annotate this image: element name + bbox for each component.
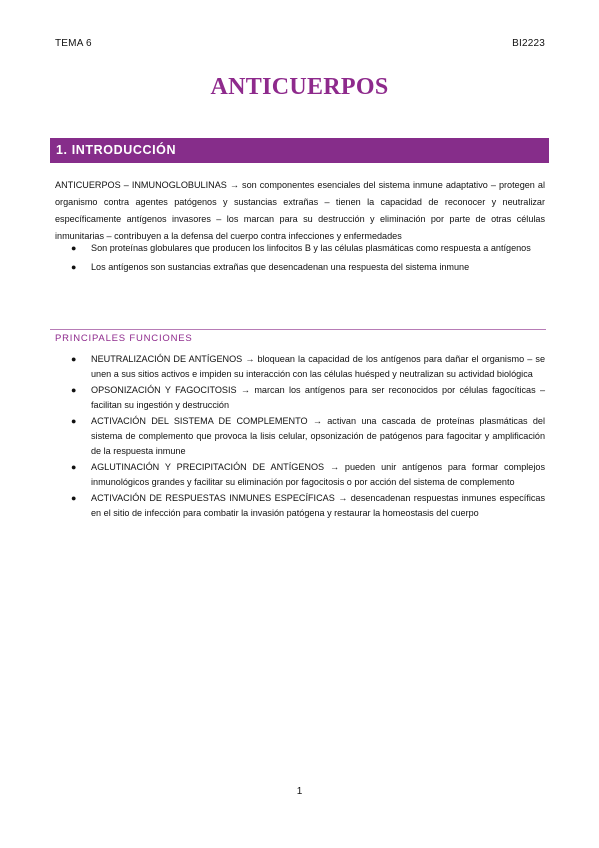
functions-bullet-list [55, 352, 545, 522]
list-item [55, 460, 545, 490]
list-item-text: Los antígenos son sustancias extrañas que desencadenan una respuesta del sistema inmune [91, 262, 470, 272]
list-item-text: AGLUTINACIÓN Y PRECIPITACIÓN DE ANTÍGENOS → pueden unir antígenos para formar complejos inmunológicos grandes y facilitar su eliminación por fagocitosis o por acción del sistema de complemento [91, 462, 545, 487]
list-item [55, 241, 545, 256]
bullet-icon: ● [71, 385, 77, 395]
bullet-icon: ● [71, 243, 77, 253]
page-number: 1 [296, 786, 303, 797]
bullet-icon: ● [71, 354, 77, 364]
list-item [55, 352, 545, 382]
intro-bullet-list [55, 241, 545, 279]
list-item [55, 491, 545, 521]
list-item-text: Son proteínas globulares que producen los linfocitos B y las células plasmáticas como respuesta a antígenos [91, 243, 531, 253]
subheading-divider [50, 329, 546, 330]
bullet-icon: ● [71, 493, 77, 503]
list-item [55, 383, 545, 413]
header-course-code: BI2223 [512, 38, 545, 49]
subheading-principales-funciones: PRINCIPALES FUNCIONES [55, 333, 193, 344]
intro-paragraph: ANTICUERPOS – INMUNOGLOBULINAS → son componentes esenciales del sistema inmune adaptativo – protegen al organismo contra agentes patógenos y sustancias extrañas – tienen la capacidad de reconocer y neutralizar específicamente antígenos invasores – los marcan para su destrucción y eliminación por parte de otras células inmunitarias – contribuyen a la defensa del cuerpo contra infecciones y enfermedades [55, 180, 545, 242]
list-item [55, 414, 545, 459]
list-item-text: ACTIVACIÓN DE RESPUESTAS INMUNES ESPECÍFICAS → desencadenan respuestas inmunes específicas en el sitio de infección para combatir la invasión patógena y restaurar la homeostasis del cuerpo [91, 493, 545, 518]
list-item-text: ACTIVACIÓN DEL SISTEMA DE COMPLEMENTO → activan una cascada de proteínas plasmáticas del sistema de complemento que provoca la lisis celular, opsonización de patógenos para fagocitar y amplificación de la respuesta inmune [91, 416, 545, 456]
list-item-text: OPSONIZACIÓN Y FAGOCITOSIS → marcan los antígenos para ser reconocidos por células fagocíticas – facilitan su ingestión y destrucción [91, 385, 545, 410]
section-heading-introduccion: 1. INTRODUCCIÓN [50, 138, 549, 163]
document-title: ANTICUERPOS [210, 74, 389, 100]
header-topic: TEMA 6 [55, 38, 92, 49]
bullet-icon: ● [71, 262, 77, 272]
bullet-icon: ● [71, 416, 77, 426]
list-item [55, 260, 545, 275]
list-item-text: NEUTRALIZACIÓN DE ANTÍGENOS → bloquean la capacidad de los antígenos para dañar el organismo – se unen a sus sitios activos e impiden su interacción con las células huésped y neutralizan su actividad biológica [91, 354, 545, 379]
bullet-icon: ● [71, 462, 77, 472]
